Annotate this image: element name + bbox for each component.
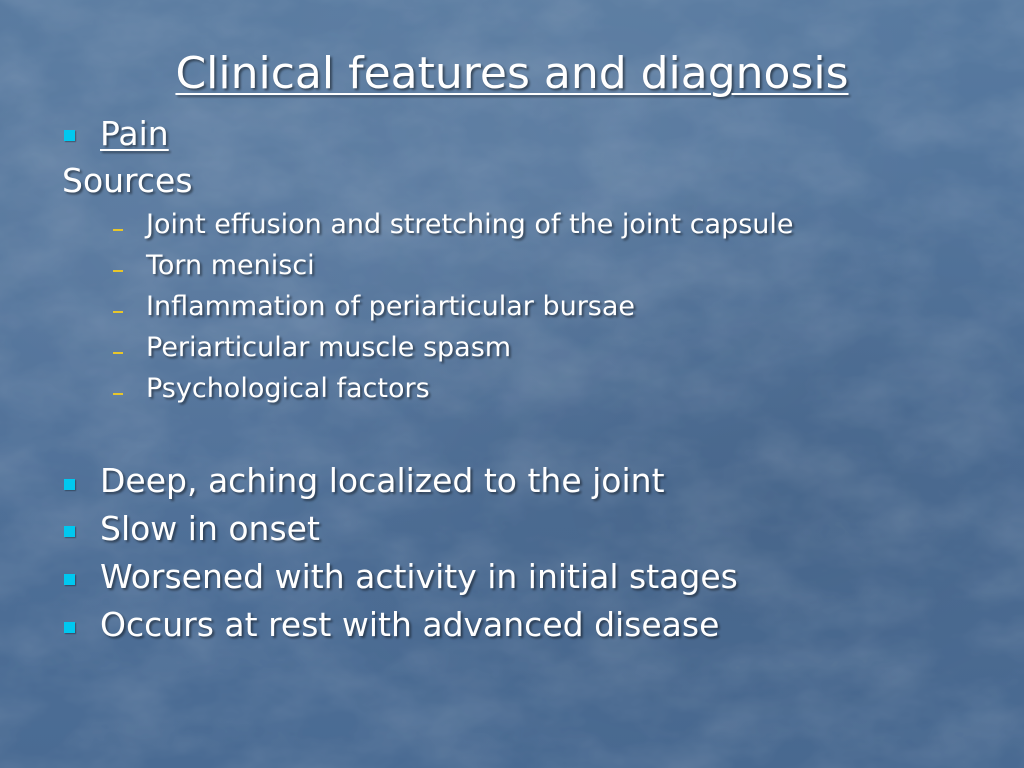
slide-title: Clinical features and diagnosis [175, 48, 849, 99]
dash-bullet-icon [113, 229, 123, 231]
dash-bullet-icon [113, 352, 123, 354]
feature-item: Occurs at rest with advanced disease [100, 605, 720, 644]
feature-item: Worsened with activity in initial stages [100, 557, 738, 596]
feature-item: Deep, aching localized to the joint [100, 461, 665, 500]
dash-bullet-icon [113, 311, 123, 313]
sources-label: Sources [62, 161, 193, 200]
bullet-square-icon [64, 479, 75, 490]
source-item: Periarticular muscle spasm [146, 332, 512, 363]
bullet-square-icon [64, 622, 75, 633]
source-item: Torn menisci [146, 250, 315, 281]
feature-item: Slow in onset [100, 509, 320, 548]
bullet-square-icon [64, 130, 75, 141]
bullet-square-icon [64, 574, 75, 585]
dash-bullet-icon [113, 393, 123, 395]
source-item: Psychological factors [146, 373, 430, 404]
bullet-square-icon [64, 526, 75, 537]
source-item: Joint effusion and stretching of the joint capsule [146, 209, 794, 240]
dash-bullet-icon [113, 270, 123, 272]
heading-pain: Pain [100, 114, 169, 153]
source-item: Inflammation of periarticular bursae [146, 291, 636, 322]
